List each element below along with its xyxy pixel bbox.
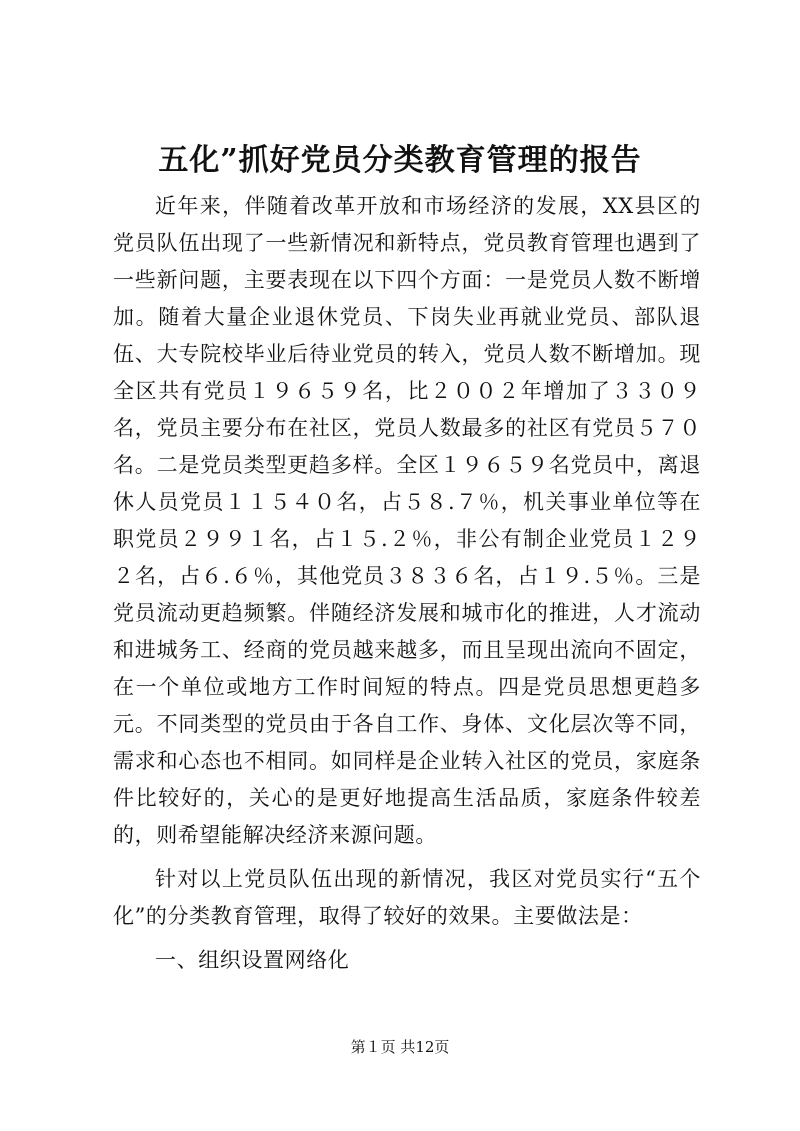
section-heading-1: 一、组织设置网络化 [155,948,350,972]
document-title: 五化”抓好党员分类教育管理的报告 [158,143,642,178]
paragraph-measures: 针对以上党员队伍出现的新情况，我区对党员实行“五个化”的分类教育管理，取得了较好的效果。主要做法是： [113,867,701,928]
document-body [113,188,701,979]
page-number-footer: 第１页 共12页 [350,1038,450,1056]
paragraph-intro: 近年来，伴随着改革开放和市场经济的发展，XX县区的党员队伍出现了一些新情况和新特点，党员教育管理也遇到了一些新问题，主要表现在以下四个方面：一是党员人数不断增加。随着大量企业退休党员、下岗失业再就业党员、部队退伍、大专院校毕业后待业党员的转入，党员人数不断增加。现全区共有党员１９６５９名，比２００２年增加了３３０９名，党员主要分布在社区，党员人数最多的社区有党员５７０名。二是党员类型更趋多样。全区１９６５９名党员中，离退休人员党员１１５４０名，占５８.７％，机关事业单位等在职党员２９９１名，占１５.２％，非公有制企业党员１２９２名，占６.６％，其他党员３８３６名，占１９.５％。三是党员流动更趋频繁。伴随经济发展和城市化的推进，人才流动和进城务工、经商的党员越来越多，而且呈现出流向不固定，在一个单位或地方工作时间短的特点。四是党员思想更趋多元。不同类型的党员由于各自工作、身体、文化层次等不同，需求和心态也不相同。如同样是企业转入社区的党员，家庭条件比较好的，关心的是更好地提高生活品质，家庭条件较差的，则希望能解决经济来源问题。 [113,194,701,847]
